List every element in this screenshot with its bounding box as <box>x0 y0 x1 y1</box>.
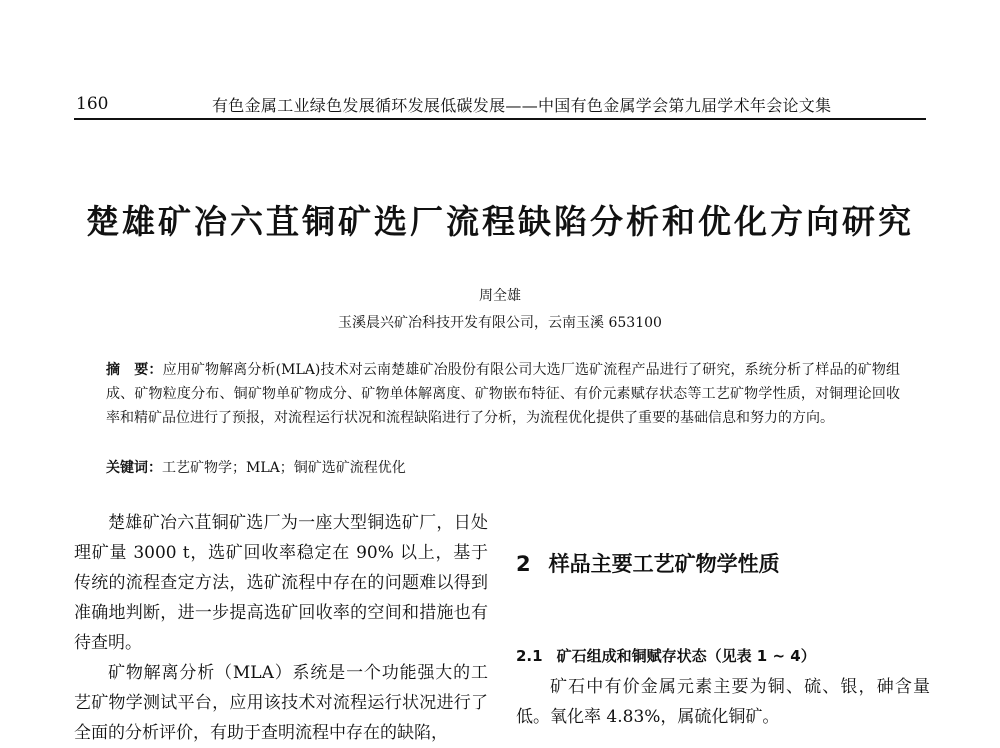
keywords <box>106 456 900 480</box>
running-title: 有色金属工业绿色发展循环发展低碳发展——中国有色金属学会第九届学术年会论文集 <box>212 96 832 115</box>
abstract-text: 应用矿物解离分析(MLA)技术对云南楚雄矿冶股份有限公司大选厂选矿流程产品进行了研究，系统分析了样品的矿物组成、矿物粒度分布、铜矿物单矿物成分、矿物单体解离度、矿物嵌布特征、有价元素赋存状态等工艺矿物学性质，对铜理论回收率和精矿品位进行了预报，对流程运行状况和流程缺陷进行了分析，为流程优化提供了重要的基础信息和努力的方向。 <box>106 362 901 426</box>
intro-paragraph-2: 矿物解离分析（MLA）系统是一个功能强大的工艺矿物学测试平台，应用该技术对流程运行状况进行了全面的分析评价，有助于查明流程中存在的缺陷， <box>74 663 488 743</box>
intro-paragraph-1: 楚雄矿冶六苴铜矿选厂为一座大型铜选矿厂，日处理矿量 3000 t，选矿回收率稳定在 90% 以上，基于传统的流程查定方法，选矿流程中存在的问题难以得到准确地判断，进一步提高选矿回收率的空间和措施也有待查明。 <box>74 513 488 653</box>
header-rule <box>74 118 926 120</box>
page-number: 160 <box>76 94 109 114</box>
section-title: 样品主要工艺矿物学性质 <box>548 552 780 576</box>
keywords-text: 工艺矿物学；MLA；铜矿选矿流程优化 <box>162 460 406 476</box>
ore-paragraph: 矿石中有价金属元素主要为铜、硫、银，砷含量低。氧化率 4.83%，属硫化铜矿。 <box>516 677 930 727</box>
abstract <box>106 358 900 430</box>
right-column <box>516 672 930 732</box>
subsection-number: 2.1 <box>516 647 543 665</box>
affiliation: 玉溪晨兴矿冶科技开发有限公司，云南玉溪 653100 <box>338 315 662 331</box>
section-heading <box>516 548 780 578</box>
author: 周全雄 <box>479 288 521 304</box>
left-column <box>74 508 488 748</box>
paper-title: 楚雄矿冶六苴铜矿选厂流程缺陷分析和优化方向研究 <box>86 202 914 241</box>
subsection-heading <box>516 645 816 666</box>
abstract-label: 摘 要： <box>106 362 163 378</box>
keywords-label: 关键词： <box>106 460 162 476</box>
subsection-title: 矿石组成和铜赋存状态（见表 1 ~ 4） <box>556 647 816 665</box>
section-number: 2 <box>516 552 531 576</box>
